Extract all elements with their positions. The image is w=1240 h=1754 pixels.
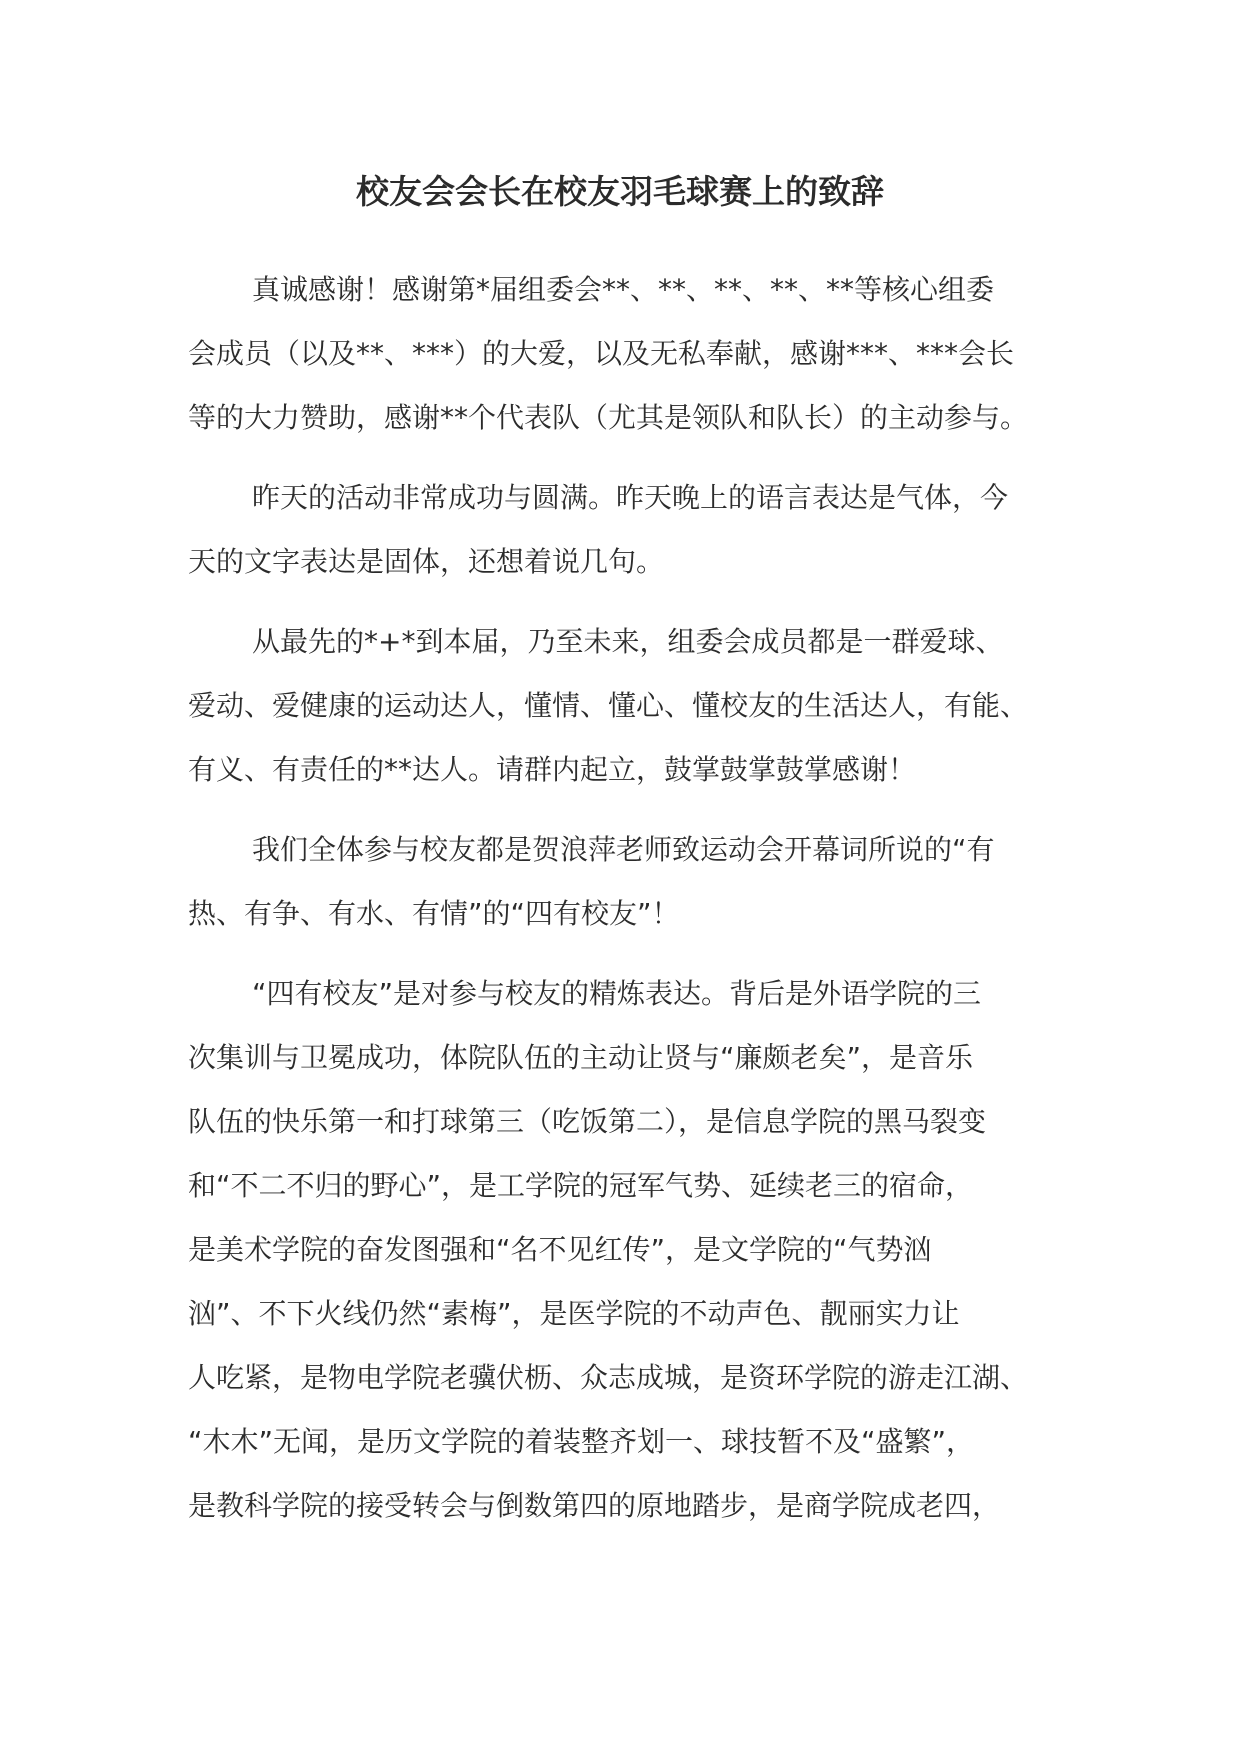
text-line: 从最先的*+*到本届，乃至未来，组委会成员都是一群爱球、 — [252, 625, 1004, 658]
text-line: 是美术学院的奋发图强和“名不见红传”，是文学院的“气势汹 — [188, 1233, 932, 1266]
text-line: 天的文字表达是固体，还想着说几句。 — [188, 545, 665, 578]
text-line: 和“不二不归的野心”，是工学院的冠军气势、延续老三的宿命， — [188, 1169, 974, 1202]
text-line: “四有校友”是对参与校友的精炼表达。背后是外语学院的三 — [252, 977, 982, 1010]
text-line: 昨天的活动非常成功与圆满。昨天晚上的语言表达是气体，今 — [252, 481, 1009, 514]
text-line: 有义、有责任的**达人。请群内起立，鼓掌鼓掌鼓掌感谢！ — [188, 753, 917, 786]
paragraph-3 — [188, 610, 1064, 802]
document-body — [188, 258, 1064, 1554]
text-line: 队伍的快乐第一和打球第三（吃饭第二），是信息学院的黑马裂变 — [188, 1105, 987, 1138]
paragraph-2 — [188, 466, 1064, 594]
text-line: 人吃紧，是物电学院老骥伏枥、众志成城，是资环学院的游走江湖、 — [188, 1361, 1029, 1394]
text-line: 是教科学院的接受转会与倒数第四的原地踏步，是商学院成老四， — [188, 1489, 1001, 1522]
text-line: 等的大力赞助，感谢**个代表队（尤其是领队和队长）的主动参与。 — [188, 401, 1029, 434]
text-line: “木木”无闻，是历文学院的着装整齐划一、球技暂不及“盛繁”， — [188, 1425, 975, 1458]
text-line: 会成员（以及**、***）的大爱，以及无私奉献，感谢***、***会长 — [188, 337, 1015, 370]
paragraph-5 — [188, 962, 1064, 1538]
text-line: 真诚感谢！感谢第*届组委会**、**、**、**、**等核心组委 — [252, 273, 995, 306]
text-line: 热、有争、有水、有情”的“四有校友”！ — [188, 897, 680, 930]
paragraph-1 — [188, 258, 1064, 450]
text-line: 次集训与卫冕成功，体院队伍的主动让贤与“廉颇老矣”，是音乐 — [188, 1041, 974, 1074]
text-line: 爱动、爱健康的运动达人，懂情、懂心、懂校友的生活达人，有能、 — [188, 689, 1029, 722]
text-line: 我们全体参与校友都是贺浪萍老师致运动会开幕词所说的“有 — [252, 833, 995, 866]
document-title: 校友会会长在校友羽毛球赛上的致辞 — [356, 172, 884, 211]
paragraph-4 — [188, 818, 1064, 946]
text-line: 汹”、不下火线仍然“素梅”，是医学院的不动声色、靓丽实力让 — [188, 1297, 960, 1330]
